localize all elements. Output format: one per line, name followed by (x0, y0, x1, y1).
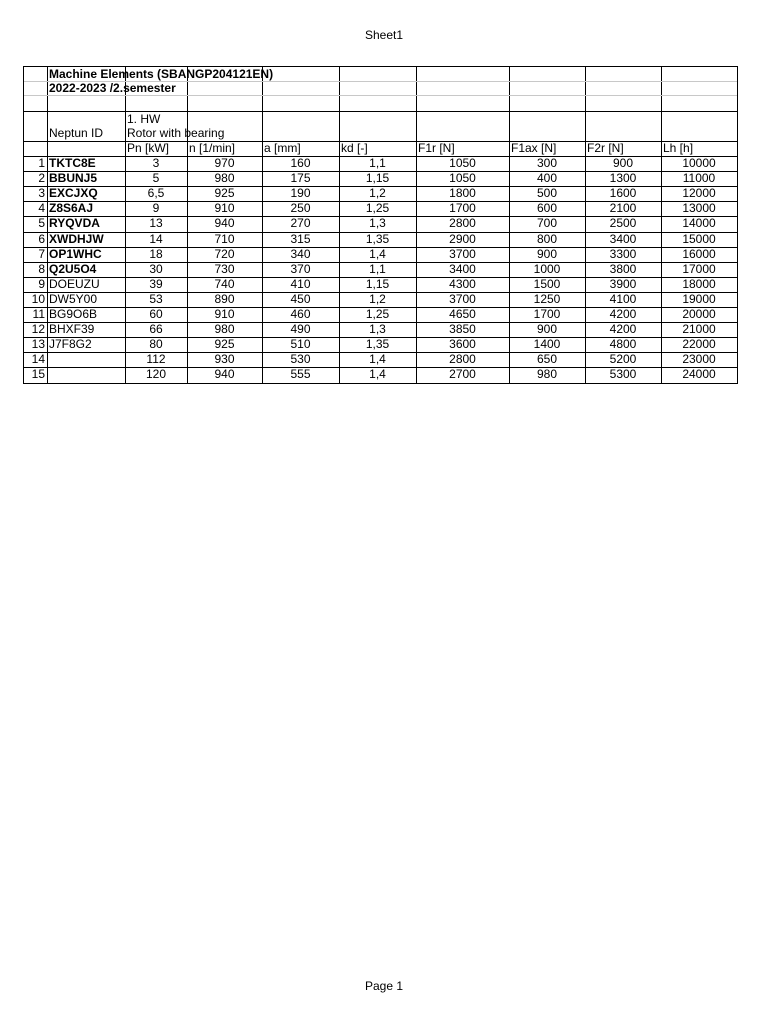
neptun-id-cell: OP1WHC (49, 246, 102, 261)
table-cell: 730 (214, 261, 235, 276)
table-cell: 190 (290, 186, 311, 201)
table-cell: 1600 (609, 186, 637, 201)
sheet-title: Sheet1 (364, 28, 404, 42)
table-cell: 600 (536, 201, 558, 216)
spreadsheet-grid (23, 66, 738, 384)
neptun-id-cell: Q2U5O4 (49, 261, 97, 276)
row-number: 1 (38, 156, 45, 170)
table-cell: 2100 (609, 201, 637, 216)
table-cell: 910 (214, 201, 235, 216)
table-cell: 5 (152, 171, 160, 186)
table-cell: 490 (290, 322, 311, 337)
neptun-id-cell: XWDHJW (49, 231, 104, 246)
table-cell: 1250 (533, 291, 561, 306)
table-cell: 400 (536, 171, 558, 186)
row-number: 11 (32, 307, 45, 321)
table-cell: 14 (149, 231, 163, 246)
neptun-id-cell: EXCJXQ (49, 186, 98, 201)
table-cell: 3850 (449, 322, 476, 337)
table-cell: 530 (290, 352, 311, 367)
table-cell: 740 (214, 276, 235, 291)
column-header: F1r [N] (418, 141, 455, 155)
table-cell: 5300 (609, 367, 637, 382)
table-cell: 16000 (682, 246, 716, 261)
row-number: 15 (31, 367, 45, 382)
row-number: 7 (38, 246, 45, 261)
semester-label: 2022-2023 /2.semester (49, 81, 176, 95)
table-cell: 12000 (682, 186, 716, 201)
table-cell: 2700 (449, 367, 476, 382)
neptun-id-cell: J7F8G2 (49, 337, 92, 352)
table-cell: 925 (214, 186, 235, 201)
table-cell: 460 (290, 307, 311, 321)
table-cell: 18 (149, 246, 163, 261)
table-cell: 1,3 (369, 216, 386, 231)
neptun-id-cell: Z8S6AJ (49, 201, 94, 216)
grid-vline (47, 67, 48, 383)
table-cell: 1700 (533, 307, 561, 321)
course-title: Machine Elements (SBANGP204121EN) (49, 67, 274, 81)
page-footer: Page 1 (364, 979, 404, 993)
row-number: 3 (38, 186, 45, 201)
table-cell: 4100 (609, 291, 637, 306)
table-cell: 1,25 (365, 201, 390, 216)
table-cell: 20000 (682, 307, 716, 321)
table-cell: 39 (149, 276, 163, 291)
table-cell: 80 (149, 337, 163, 352)
table-cell: 1,2 (369, 291, 386, 306)
neptun-id-cell: DW5Y00 (49, 291, 98, 306)
table-cell: 160 (290, 156, 311, 170)
table-cell: 940 (214, 216, 235, 231)
table-cell: 120 (145, 367, 167, 382)
column-header: F2r [N] (587, 141, 624, 155)
column-header: a [mm] (264, 141, 301, 155)
table-cell: 175 (290, 171, 311, 186)
table-cell: 3300 (609, 246, 637, 261)
table-cell: 1300 (609, 171, 637, 186)
table-cell: 710 (214, 231, 235, 246)
table-cell: 4300 (449, 276, 476, 291)
table-cell: 980 (214, 322, 235, 337)
table-cell: 1,1 (369, 261, 386, 276)
table-cell: 500 (536, 186, 558, 201)
table-cell: 250 (290, 201, 311, 216)
row-number: 8 (38, 261, 45, 276)
column-header: n [1/min] (189, 141, 236, 155)
table-cell: 15000 (682, 231, 716, 246)
grid-hline-light (24, 95, 737, 96)
table-cell: 1050 (449, 171, 476, 186)
table-cell: 800 (536, 231, 558, 246)
table-cell: 17000 (682, 261, 716, 276)
table-cell: 1,4 (369, 352, 386, 367)
homework-label: 1. HW (127, 112, 161, 126)
table-cell: 3700 (449, 246, 476, 261)
table-cell: 890 (214, 291, 235, 306)
table-cell: 1,2 (369, 186, 386, 201)
table-cell: 66 (149, 322, 163, 337)
table-cell: 3900 (609, 276, 637, 291)
table-cell: 19000 (682, 291, 716, 306)
table-cell: 3400 (449, 261, 476, 276)
table-cell: 720 (214, 246, 235, 261)
table-cell: 13 (149, 216, 163, 231)
table-cell: 4800 (609, 337, 637, 352)
table-cell: 1050 (449, 156, 476, 170)
table-cell: 3700 (449, 291, 476, 306)
column-header: Lh [h] (663, 141, 694, 155)
table-cell: 900 (536, 322, 558, 337)
table-cell: 1,4 (369, 246, 386, 261)
neptun-id-cell: BG9O6B (49, 307, 98, 321)
table-cell: 900 (612, 156, 634, 170)
table-cell: 13000 (682, 201, 716, 216)
table-cell: 112 (146, 352, 166, 367)
table-cell: 555 (290, 367, 311, 382)
table-cell: 340 (290, 246, 311, 261)
table-cell: 2900 (449, 231, 476, 246)
table-cell: 930 (214, 352, 235, 367)
table-cell: 410 (290, 276, 311, 291)
row-number: 5 (38, 216, 45, 231)
neptun-id-cell: DOEUZU (49, 276, 100, 291)
table-cell: 980 (214, 171, 235, 186)
table-cell: 980 (536, 367, 558, 382)
neptun-id-header: Neptun ID (49, 126, 104, 140)
neptun-id-cell: RYQVDA (49, 216, 100, 231)
column-header: kd [-] (341, 141, 368, 155)
table-cell: 925 (214, 337, 235, 352)
row-number: 6 (38, 231, 45, 246)
table-cell: 11000 (682, 171, 716, 186)
table-cell: 22000 (682, 337, 716, 352)
table-cell: 2800 (449, 216, 476, 231)
table-cell: 9 (152, 201, 160, 216)
table-cell: 6,5 (147, 186, 165, 201)
table-cell: 1700 (449, 201, 476, 216)
table-cell: 1,15 (365, 276, 390, 291)
neptun-id-cell: BBUNJ5 (49, 171, 98, 186)
topic-label: Rotor with bearing (127, 126, 225, 140)
table-cell: 3600 (449, 337, 476, 352)
column-header: Pn [kW] (127, 141, 170, 155)
table-cell: 18000 (682, 276, 716, 291)
row-number: 2 (38, 171, 45, 186)
table-cell: 3 (152, 156, 160, 170)
table-cell: 1,35 (365, 337, 390, 352)
table-cell: 650 (536, 352, 558, 367)
table-cell: 2800 (449, 352, 476, 367)
table-cell: 2500 (609, 216, 637, 231)
table-cell: 1000 (533, 261, 561, 276)
table-cell: 3400 (609, 231, 637, 246)
table-cell: 10000 (682, 156, 716, 170)
row-number: 12 (31, 322, 45, 337)
table-cell: 1,15 (365, 171, 390, 186)
table-cell: 1,3 (369, 322, 386, 337)
table-cell: 910 (214, 307, 235, 321)
table-cell: 4650 (449, 307, 476, 321)
table-cell: 23000 (682, 352, 716, 367)
table-cell: 510 (290, 337, 311, 352)
table-cell: 300 (536, 156, 558, 170)
table-cell: 5200 (609, 352, 637, 367)
table-cell: 370 (290, 261, 311, 276)
table-cell: 4200 (609, 322, 637, 337)
row-number: 13 (31, 337, 45, 352)
table-cell: 315 (290, 231, 311, 246)
table-cell: 970 (214, 156, 235, 170)
table-cell: 700 (536, 216, 558, 231)
table-cell: 1,4 (369, 367, 386, 382)
table-cell: 900 (536, 246, 558, 261)
column-header: F1ax [N] (511, 141, 557, 155)
table-cell: 1800 (449, 186, 476, 201)
table-cell: 1,35 (365, 231, 390, 246)
neptun-id-cell: TKTC8E (49, 156, 96, 170)
table-cell: 24000 (682, 367, 716, 382)
table-cell: 14000 (682, 216, 716, 231)
table-cell: 270 (290, 216, 311, 231)
table-cell: 21000 (682, 322, 716, 337)
row-number: 4 (38, 201, 45, 216)
table-cell: 60 (149, 307, 163, 321)
table-cell: 4200 (609, 307, 637, 321)
row-number: 14 (31, 352, 45, 367)
table-cell: 1,25 (365, 307, 390, 321)
table-cell: 1,1 (369, 156, 386, 170)
grid-hline-light (24, 81, 737, 82)
table-cell: 3800 (609, 261, 637, 276)
table-cell: 53 (149, 291, 163, 306)
table-cell: 30 (149, 261, 163, 276)
table-cell: 940 (214, 367, 235, 382)
row-number: 10 (31, 291, 45, 306)
table-cell: 450 (290, 291, 311, 306)
table-cell: 1500 (533, 276, 561, 291)
neptun-id-cell: BHXF39 (49, 322, 95, 337)
table-cell: 1400 (533, 337, 561, 352)
row-number: 9 (38, 276, 45, 291)
grid-hline (24, 111, 737, 112)
